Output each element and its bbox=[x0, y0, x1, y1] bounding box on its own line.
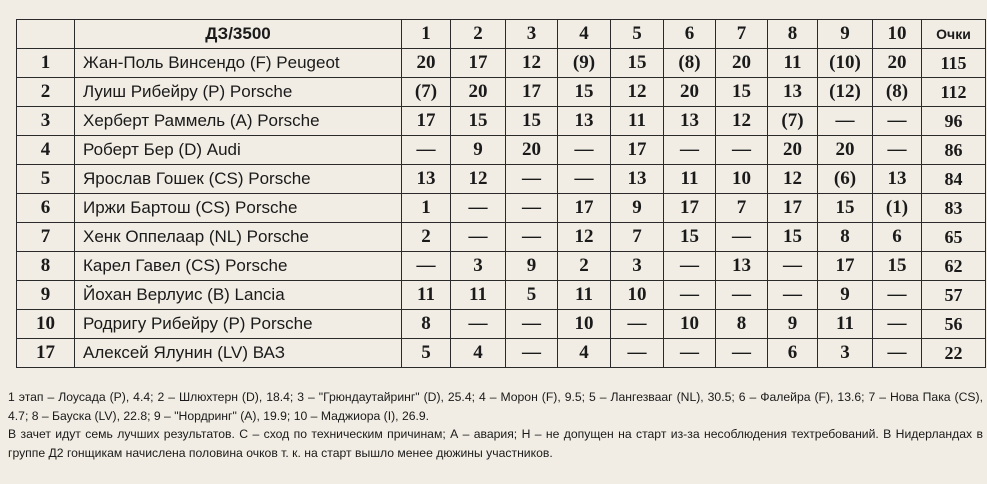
header-row bbox=[17, 20, 986, 49]
table-row bbox=[17, 281, 986, 310]
stage-score-cell: — bbox=[506, 223, 558, 252]
stage-score-cell: (9) bbox=[558, 49, 611, 78]
stage-score-cell: — bbox=[664, 252, 716, 281]
stage-score-cell: 13 bbox=[716, 252, 768, 281]
stage-score-cell: — bbox=[873, 281, 922, 310]
stage-score-cell: — bbox=[818, 107, 873, 136]
stage-score-cell: 17 bbox=[402, 107, 451, 136]
total-points-cell: 62 bbox=[922, 252, 986, 281]
stage-score-cell: 17 bbox=[611, 136, 664, 165]
stage-score-cell: 12 bbox=[611, 78, 664, 107]
stage-score-cell: 10 bbox=[558, 310, 611, 339]
stage-score-cell: — bbox=[873, 136, 922, 165]
stage-score-cell: 20 bbox=[451, 78, 506, 107]
stage-score-cell: 9 bbox=[506, 252, 558, 281]
stage-score-cell: 15 bbox=[506, 107, 558, 136]
stage-score-cell: 11 bbox=[558, 281, 611, 310]
stage-score-cell: — bbox=[664, 281, 716, 310]
driver-cell: Ярослав Гошек (CS) Porsche bbox=[75, 165, 402, 194]
stage-score-cell: 4 bbox=[451, 339, 506, 368]
stage-score-cell: 17 bbox=[558, 194, 611, 223]
driver-cell: Родригу Рибейру (P) Porsche bbox=[75, 310, 402, 339]
stage-score-cell: (8) bbox=[873, 78, 922, 107]
driver-cell: Карел Гавел (CS) Porsche bbox=[75, 252, 402, 281]
stage-score-cell: 17 bbox=[664, 194, 716, 223]
position-cell: 7 bbox=[17, 223, 75, 252]
stage-score-cell: 10 bbox=[664, 310, 716, 339]
total-points-cell: 115 bbox=[922, 49, 986, 78]
stage-score-cell: — bbox=[558, 136, 611, 165]
table-row bbox=[17, 310, 986, 339]
stage-score-cell: — bbox=[664, 339, 716, 368]
position-cell: 17 bbox=[17, 339, 75, 368]
stage-score-cell: 15 bbox=[558, 78, 611, 107]
stage-score-cell: (6) bbox=[818, 165, 873, 194]
table-row bbox=[17, 49, 986, 78]
stage-score-cell: — bbox=[451, 223, 506, 252]
stage-header: 4 bbox=[558, 20, 611, 49]
stage-score-cell: 8 bbox=[818, 223, 873, 252]
footnotes bbox=[8, 388, 983, 462]
results-table bbox=[16, 19, 986, 368]
total-points-cell: 84 bbox=[922, 165, 986, 194]
stage-score-cell: (7) bbox=[768, 107, 818, 136]
stage-score-cell: 9 bbox=[768, 310, 818, 339]
stage-score-cell: 5 bbox=[506, 281, 558, 310]
stage-score-cell: 20 bbox=[402, 49, 451, 78]
stage-header: 8 bbox=[768, 20, 818, 49]
stage-header: 2 bbox=[451, 20, 506, 49]
position-cell: 4 bbox=[17, 136, 75, 165]
pos-header bbox=[17, 20, 75, 49]
driver-cell: Алексей Ялунин (LV) ВАЗ bbox=[75, 339, 402, 368]
stage-score-cell: — bbox=[664, 136, 716, 165]
stage-score-cell: 11 bbox=[611, 107, 664, 136]
total-points-cell: 96 bbox=[922, 107, 986, 136]
scoring-explanation-note: В зачет идут семь лучших результатов. С – сход по техническим причинам; А – авария; Н – не допущен на старт из-за несоблюдения техтребований. В Нидерландах в группе Д2 гонщикам начислена половина очков т. к. на старт вышло менее дюжины участников. bbox=[8, 427, 983, 460]
stage-score-cell: 11 bbox=[664, 165, 716, 194]
stage-score-cell: 10 bbox=[611, 281, 664, 310]
stage-score-cell: — bbox=[716, 223, 768, 252]
position-cell: 5 bbox=[17, 165, 75, 194]
stage-score-cell: (10) bbox=[818, 49, 873, 78]
stage-score-cell: — bbox=[506, 194, 558, 223]
stage-score-cell: — bbox=[716, 136, 768, 165]
stage-score-cell: 9 bbox=[818, 281, 873, 310]
table-row bbox=[17, 78, 986, 107]
results-body bbox=[17, 49, 986, 368]
stage-score-cell: (12) bbox=[818, 78, 873, 107]
driver-cell: Йохан Верлуис (B) Lancia bbox=[75, 281, 402, 310]
total-points-cell: 65 bbox=[922, 223, 986, 252]
stage-score-cell: 6 bbox=[873, 223, 922, 252]
stage-score-cell: 15 bbox=[818, 194, 873, 223]
position-cell: 1 bbox=[17, 49, 75, 78]
total-points-cell: 56 bbox=[922, 310, 986, 339]
stage-score-cell: (1) bbox=[873, 194, 922, 223]
stage-score-cell: (8) bbox=[664, 49, 716, 78]
stage-score-cell: — bbox=[451, 310, 506, 339]
total-points-cell: 112 bbox=[922, 78, 986, 107]
position-cell: 2 bbox=[17, 78, 75, 107]
stage-score-cell: 20 bbox=[818, 136, 873, 165]
stage-score-cell: 12 bbox=[716, 107, 768, 136]
stage-score-cell: 12 bbox=[768, 165, 818, 194]
stage-score-cell: 13 bbox=[873, 165, 922, 194]
stage-score-cell: (7) bbox=[402, 78, 451, 107]
stage-score-cell: 20 bbox=[768, 136, 818, 165]
stage-score-cell: 13 bbox=[768, 78, 818, 107]
stage-score-cell: 8 bbox=[716, 310, 768, 339]
stage-score-cell: 7 bbox=[611, 223, 664, 252]
stage-score-cell: 15 bbox=[768, 223, 818, 252]
stage-score-cell: 15 bbox=[611, 49, 664, 78]
stage-score-cell: 1 bbox=[402, 194, 451, 223]
stage-score-cell: — bbox=[716, 339, 768, 368]
table-row bbox=[17, 223, 986, 252]
stage-score-cell: — bbox=[402, 252, 451, 281]
table-row bbox=[17, 107, 986, 136]
event-header: ДЗ/3500 bbox=[75, 20, 402, 49]
stage-score-cell: 11 bbox=[768, 49, 818, 78]
stage-score-cell: 17 bbox=[768, 194, 818, 223]
stage-score-cell: 8 bbox=[402, 310, 451, 339]
driver-cell: Иржи Бартош (CS) Porsche bbox=[75, 194, 402, 223]
stage-score-cell: 13 bbox=[402, 165, 451, 194]
stage-score-cell: — bbox=[873, 310, 922, 339]
stage-score-cell: 20 bbox=[664, 78, 716, 107]
position-cell: 3 bbox=[17, 107, 75, 136]
stage-score-cell: 17 bbox=[818, 252, 873, 281]
position-cell: 8 bbox=[17, 252, 75, 281]
position-cell: 6 bbox=[17, 194, 75, 223]
stage-score-cell: 2 bbox=[558, 252, 611, 281]
stage-score-cell: 4 bbox=[558, 339, 611, 368]
total-points-cell: 83 bbox=[922, 194, 986, 223]
table-row bbox=[17, 194, 986, 223]
stage-score-cell: 3 bbox=[611, 252, 664, 281]
stage-score-cell: 11 bbox=[402, 281, 451, 310]
stage-score-cell: — bbox=[768, 281, 818, 310]
stage-score-cell: 3 bbox=[818, 339, 873, 368]
stage-score-cell: 10 bbox=[716, 165, 768, 194]
stage-score-cell: 13 bbox=[611, 165, 664, 194]
table-row bbox=[17, 136, 986, 165]
stage-score-cell: 7 bbox=[716, 194, 768, 223]
stage-score-cell: 2 bbox=[402, 223, 451, 252]
driver-cell: Херберт Раммель (A) Porsche bbox=[75, 107, 402, 136]
stage-header: 5 bbox=[611, 20, 664, 49]
stage-score-cell: 17 bbox=[451, 49, 506, 78]
stage-score-cell: — bbox=[506, 165, 558, 194]
stage-score-cell: — bbox=[506, 339, 558, 368]
table-row bbox=[17, 339, 986, 368]
stage-header: 3 bbox=[506, 20, 558, 49]
stage-score-cell: — bbox=[873, 107, 922, 136]
stage-score-cell: 15 bbox=[716, 78, 768, 107]
total-points-cell: 22 bbox=[922, 339, 986, 368]
stage-score-cell: 17 bbox=[506, 78, 558, 107]
stage-score-cell: 13 bbox=[664, 107, 716, 136]
stage-score-cell: 12 bbox=[558, 223, 611, 252]
stage-score-cell: 9 bbox=[611, 194, 664, 223]
stage-score-cell: 15 bbox=[664, 223, 716, 252]
stage-score-cell: — bbox=[506, 310, 558, 339]
stage-score-cell: 5 bbox=[402, 339, 451, 368]
driver-cell: Роберт Бер (D) Audi bbox=[75, 136, 402, 165]
stage-score-cell: — bbox=[451, 194, 506, 223]
stage-header: 10 bbox=[873, 20, 922, 49]
position-cell: 9 bbox=[17, 281, 75, 310]
stage-score-cell: 12 bbox=[451, 165, 506, 194]
stage-score-cell: — bbox=[716, 281, 768, 310]
stage-score-cell: 12 bbox=[506, 49, 558, 78]
stage-header: 7 bbox=[716, 20, 768, 49]
stage-header: 1 bbox=[402, 20, 451, 49]
stage-score-cell: — bbox=[611, 310, 664, 339]
stage-score-cell: 15 bbox=[451, 107, 506, 136]
points-header: Очки bbox=[922, 20, 986, 49]
driver-cell: Жан-Поль Винсендо (F) Peugeot bbox=[75, 49, 402, 78]
stage-score-cell: 13 bbox=[558, 107, 611, 136]
stage-score-cell: 20 bbox=[873, 49, 922, 78]
stage-score-cell: 20 bbox=[506, 136, 558, 165]
driver-cell: Хенк Оппелаар (NL) Porsche bbox=[75, 223, 402, 252]
stage-header: 6 bbox=[664, 20, 716, 49]
stage-score-cell: 15 bbox=[873, 252, 922, 281]
stage-score-cell: — bbox=[402, 136, 451, 165]
stage-score-cell: — bbox=[873, 339, 922, 368]
stage-score-cell: — bbox=[558, 165, 611, 194]
stage-score-cell: — bbox=[611, 339, 664, 368]
driver-cell: Луиш Рибейру (P) Porsche bbox=[75, 78, 402, 107]
stage-score-cell: 11 bbox=[818, 310, 873, 339]
stage-score-cell: 3 bbox=[451, 252, 506, 281]
total-points-cell: 86 bbox=[922, 136, 986, 165]
stage-score-cell: 11 bbox=[451, 281, 506, 310]
position-cell: 10 bbox=[17, 310, 75, 339]
total-points-cell: 57 bbox=[922, 281, 986, 310]
table-row bbox=[17, 165, 986, 194]
stages-list-note: 1 этап – Лоусада (P), 4.4; 2 – Шлюхтерн (D), 18.4; 3 – "Грюндаутайринг" (D), 25.4; 4 – Морон (F), 9.5; 5 – Лангезвааг (NL), 30.5; 6 – Фалейра (F), 13.6; 7 – Нова Пака (CS), 4.7; 8 – Бауска (LV), 22.8; 9 – "Нордринг" (A), 19.9; 10 – Маджиора (I), 26.9. bbox=[8, 390, 983, 423]
stage-score-cell: — bbox=[768, 252, 818, 281]
stage-score-cell: 9 bbox=[451, 136, 506, 165]
stage-header: 9 bbox=[818, 20, 873, 49]
table-row bbox=[17, 252, 986, 281]
stage-score-cell: 6 bbox=[768, 339, 818, 368]
stage-score-cell: 20 bbox=[716, 49, 768, 78]
